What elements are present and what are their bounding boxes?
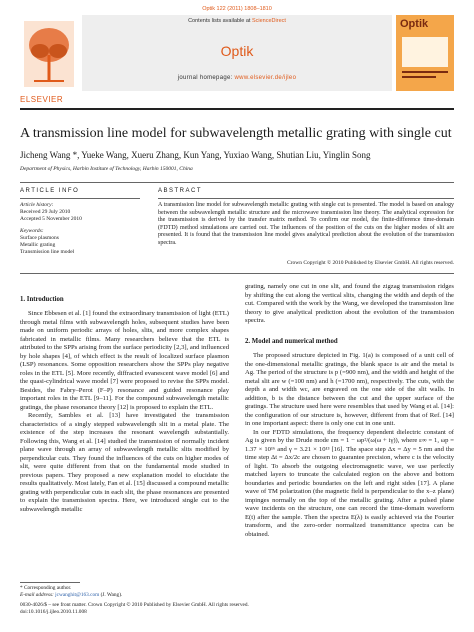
right-column [245, 283, 454, 539]
cover-figure [402, 37, 448, 67]
doi-link[interactable]: doi:10.1016/j.ijleo.2010.11.008 [20, 609, 87, 615]
paragraph: Since Ebbesen et al. [1] found the extraordinary transmission of light (ETL) through metal films with subwavelength holes, subsequent studies have been made on uniform periodic arrays of holes, slits, and more complex shapes fabricated in metallic films. Many researchers believe that the ETL is attributed to the SPPs arising from the surface periodicity [2,3], and influenced by hole shapes [4], of which effect is the result of localized surface plasmon (LSP) resonances. Some opposition researchers show the SPPs play negative roles in the ETL [5]. More recently, diffracted evanescent wave model [6] and the quasi-cylindrical wave model [7] were proposed to revise the SPPs model. Besides, the Fabry–Perot (F–P) resonance and guided resonance play important roles in the ETL [9–11]. For the compound subwavelength metallic gratings, the phase resonance theory [12] is proposed to explain the ETL. [20, 310, 229, 411]
paragraph: grating, namely one cut in one slit, and found the zigzag transmission ridges by shifting the cut along the vertical slits, changing the width and depth of the cut. Compared with the work by the Wang, we developed the transmission line theory to give analytical prediction about the evolution of the transmission spectra. [245, 283, 454, 324]
issn-line: 0030-4026/$ – see front matter. Crown Copyright © 2010 Published by Elsevier GmbH. All rights reserved. [20, 602, 249, 608]
journal-citation[interactable]: Optik 122 (2011) 1808–1810 [202, 6, 272, 12]
abstract-text: A transmission line model for subwavelength metallic grating with single cut is presented. The model is based on analogy between the subwavelength metallic structure and the microwave transmission line theory. The analytical expression for the transmission is derived by the transfer matrix method. To confirm our model, the finite-difference time-domain (FDTD) method simulations are carried out. The influences of the position of the cuts on the higher modes of slit are presented. It is found that the transmission line model gives analytical prediction about the evolution of the transmission spectra. [158, 202, 454, 246]
homepage-prefix: journal homepage: [177, 75, 235, 81]
article-info-heading: ARTICLE INFO [20, 188, 80, 194]
email-label: E-mail address: [20, 592, 56, 598]
contents-line [82, 18, 392, 24]
article-title: A transmission line model for subwavelength metallic grating with single cut [20, 126, 452, 141]
sciencedirect-link[interactable]: ScienceDirect [251, 18, 286, 24]
section-heading-model: 2. Model and numerical method [245, 337, 338, 345]
header-banner [82, 15, 392, 91]
history-label: Article history: [20, 202, 54, 208]
publisher-logo-text: ELSEVIER [20, 95, 64, 104]
cover-rule [402, 76, 436, 78]
corresponding-author-note: * Corresponding author. [20, 585, 72, 591]
cover-title: Optik [400, 18, 429, 30]
keyword-item: Metallic grating [20, 242, 56, 249]
paragraph: The proposed structure depicted in Fig. 1(a) is composed of a unit cell of the one-dimensional metallic gratings, the blank space is air and the metal is Ag. The period of the structure is p (=900 nm), and the width and height of the metal slit are w (=100 nm) and h (=1700 nm), respectively. The cuts, with the depth a and width wc, are engraved on the one side of the slit walls. In addition, b is the distance between the cut and the upper surface of the gratings. The structure used here were resembles that used by Wang et al. [14]: the configuration of our structure is, however, different from that of Ref. [14] in one important aspect: there is only one cut in one unit. [245, 352, 454, 427]
left-column [20, 310, 229, 514]
received-date: Received 29 July 2010 [20, 209, 71, 216]
elsevier-tree-logo [20, 15, 78, 91]
keyword-item: Surface plasmons [20, 234, 59, 241]
journal-name[interactable]: Optik [220, 43, 254, 59]
divider [158, 198, 454, 199]
footer [20, 585, 454, 616]
divider [20, 182, 454, 183]
paragraph: In our FDTD simulations, the frequency dependent dielectric constant of Ag is given by the Drude mode εm = 1 − ωp²/(ω(ω + iγ)), where ε∞ = 1, ωp = 1.37 × 10¹⁶ and γ = 3.21 × 10¹³ [16]. The space step Δx = Δy = 5 nm and the time step Δt = Δx/2c are chosen to guarantee precision, where c is the velocity of light. To absorb the outgoing electromagnetic wave, we use perfectly matched layers to truncate the calculated region on the above and bottom boundaries and periodic boundaries on the left and right sides [17]. A plane wave of TM polarization (the magnetic field is perpendicular to the x–z plane) impinges normally on the top of the metallic grating. After a pulsed plane wave incidents on the structure, one can record the time-domain waveform E(t) after the sample. Then the spectra E(λ) is easily achieved via the Fourier transform, and the zero-order normalized transmittance spectra can be obtained. [245, 428, 454, 538]
section-heading-introduction: 1. Introduction [20, 296, 64, 303]
divider [20, 198, 140, 199]
article-history [20, 202, 140, 256]
paragraph: Recently, Sambles et al. [13] have investigated the transmission characteristics of a singly stepped subwavelength slit in a metal plate. The existence of the step increases the resonant wavelength substantially. Following this, Wang et al. [14] studied the transmission of normally incident plane wave through an array of subwavelength metallic slits modified by perpendicular cuts. They found the influences of the cuts on higher modes of slit, were quite different from that on the fundamental mode studied in previous papers. They proposed a new explanation model to elucidate the results qualitatively. Most lately, Fan et al. [15] discussed a compound metallic grating with perpendicular cuts in each slit, the phase resonances are presented to explain the transmission spectra. Here, we introduced single cut to the subwavelength metallic [20, 412, 229, 513]
email-line [20, 592, 454, 599]
homepage-url[interactable]: www.elsevier.de/ijleo [234, 75, 297, 81]
header-divider [20, 108, 454, 110]
keyword-item: Transmission line model [20, 249, 75, 256]
article-authors: Jicheng Wang *, Yueke Wang, Xueru Zhang, Kun Yang, Yuxiao Wang, Shutian Liu, Yinglin Song [20, 150, 371, 160]
cover-rule [402, 71, 448, 73]
abstract-heading: ABSTRACT [158, 188, 203, 194]
email-link[interactable]: jcwanghit@163.com [55, 592, 100, 598]
journal-header [20, 15, 454, 105]
journal-homepage [82, 75, 392, 81]
journal-cover-thumbnail[interactable] [396, 15, 454, 91]
divider [20, 273, 454, 274]
keywords-label: Keywords: [20, 227, 44, 234]
author-affiliation: Department of Physics, Harbin Institute of Technology, Harbin 150001, China [20, 166, 193, 172]
contents-prefix: Contents lists available at [188, 18, 252, 24]
email-suffix: (J. Wang). [99, 592, 123, 598]
abstract-copyright: Crown Copyright © 2010 Published by Elsevier GmbH. All rights reserved. [286, 260, 454, 266]
footnote-rule [20, 582, 80, 583]
accepted-date: Accepted 5 November 2010 [20, 216, 82, 223]
